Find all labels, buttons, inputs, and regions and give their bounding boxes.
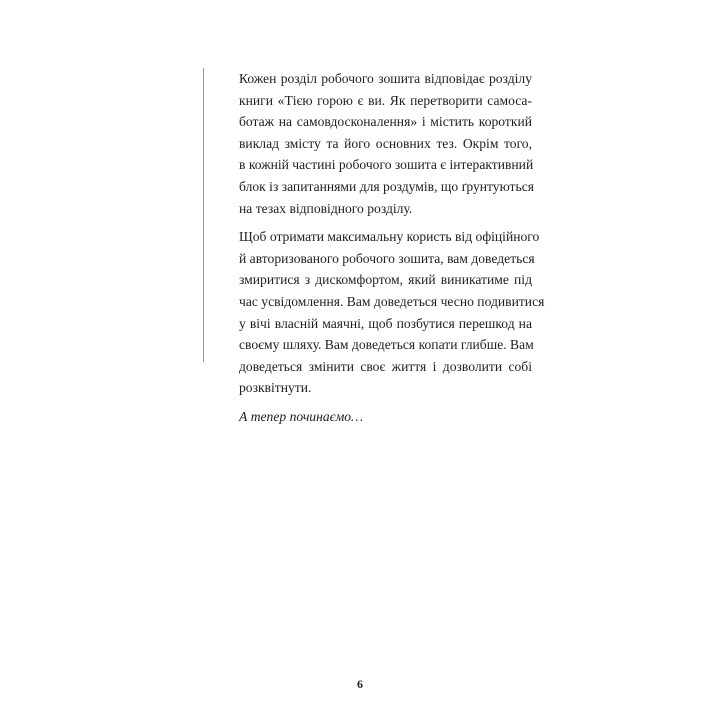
text-line: на тезах відповідного розділу. (239, 200, 413, 216)
body-text (239, 68, 545, 435)
text-line: у вічі власній маячні, щоб позбутися перешкод на (239, 315, 532, 331)
text-line: час усвідомлення. Вам доведеться чесно подивитися (239, 293, 545, 309)
paragraph-2 (239, 226, 545, 399)
text-line: своєму шляху. Вам доведеться копати глибше. Вам (239, 337, 534, 353)
text-line: в кожній частині робочого зошита є інтерактивний (239, 157, 534, 173)
text-line: ботаж на самовдосконалення» і містить короткий (239, 114, 532, 130)
text-line: доведеться змінити своє життя і дозволити собі (239, 358, 532, 374)
margin-rule (203, 68, 204, 362)
text-line: виклад змісту та його основних тез. Окрім того, (239, 135, 532, 151)
text-line: розквітнути. (239, 380, 312, 396)
closing-line: А тепер починаємо… (239, 408, 364, 424)
paragraph-1 (239, 68, 532, 219)
page-number: 6 (357, 677, 363, 691)
text-line: книги «Тією горою є ви. Як перетворити самоса- (239, 92, 532, 108)
text-line: й авторизованого робочого зошита, вам доведеться (239, 250, 535, 266)
text-line: блок із запитаннями для роздумів, що ґрунтуються (239, 178, 534, 194)
text-line: Кожен розділ робочого зошита відповідає розділу (239, 71, 532, 86)
text-line: Щоб отримати максимальну користь від офіційного (239, 229, 540, 245)
text-line: змиритися з дискомфортом, який виникатиме під (239, 272, 532, 288)
